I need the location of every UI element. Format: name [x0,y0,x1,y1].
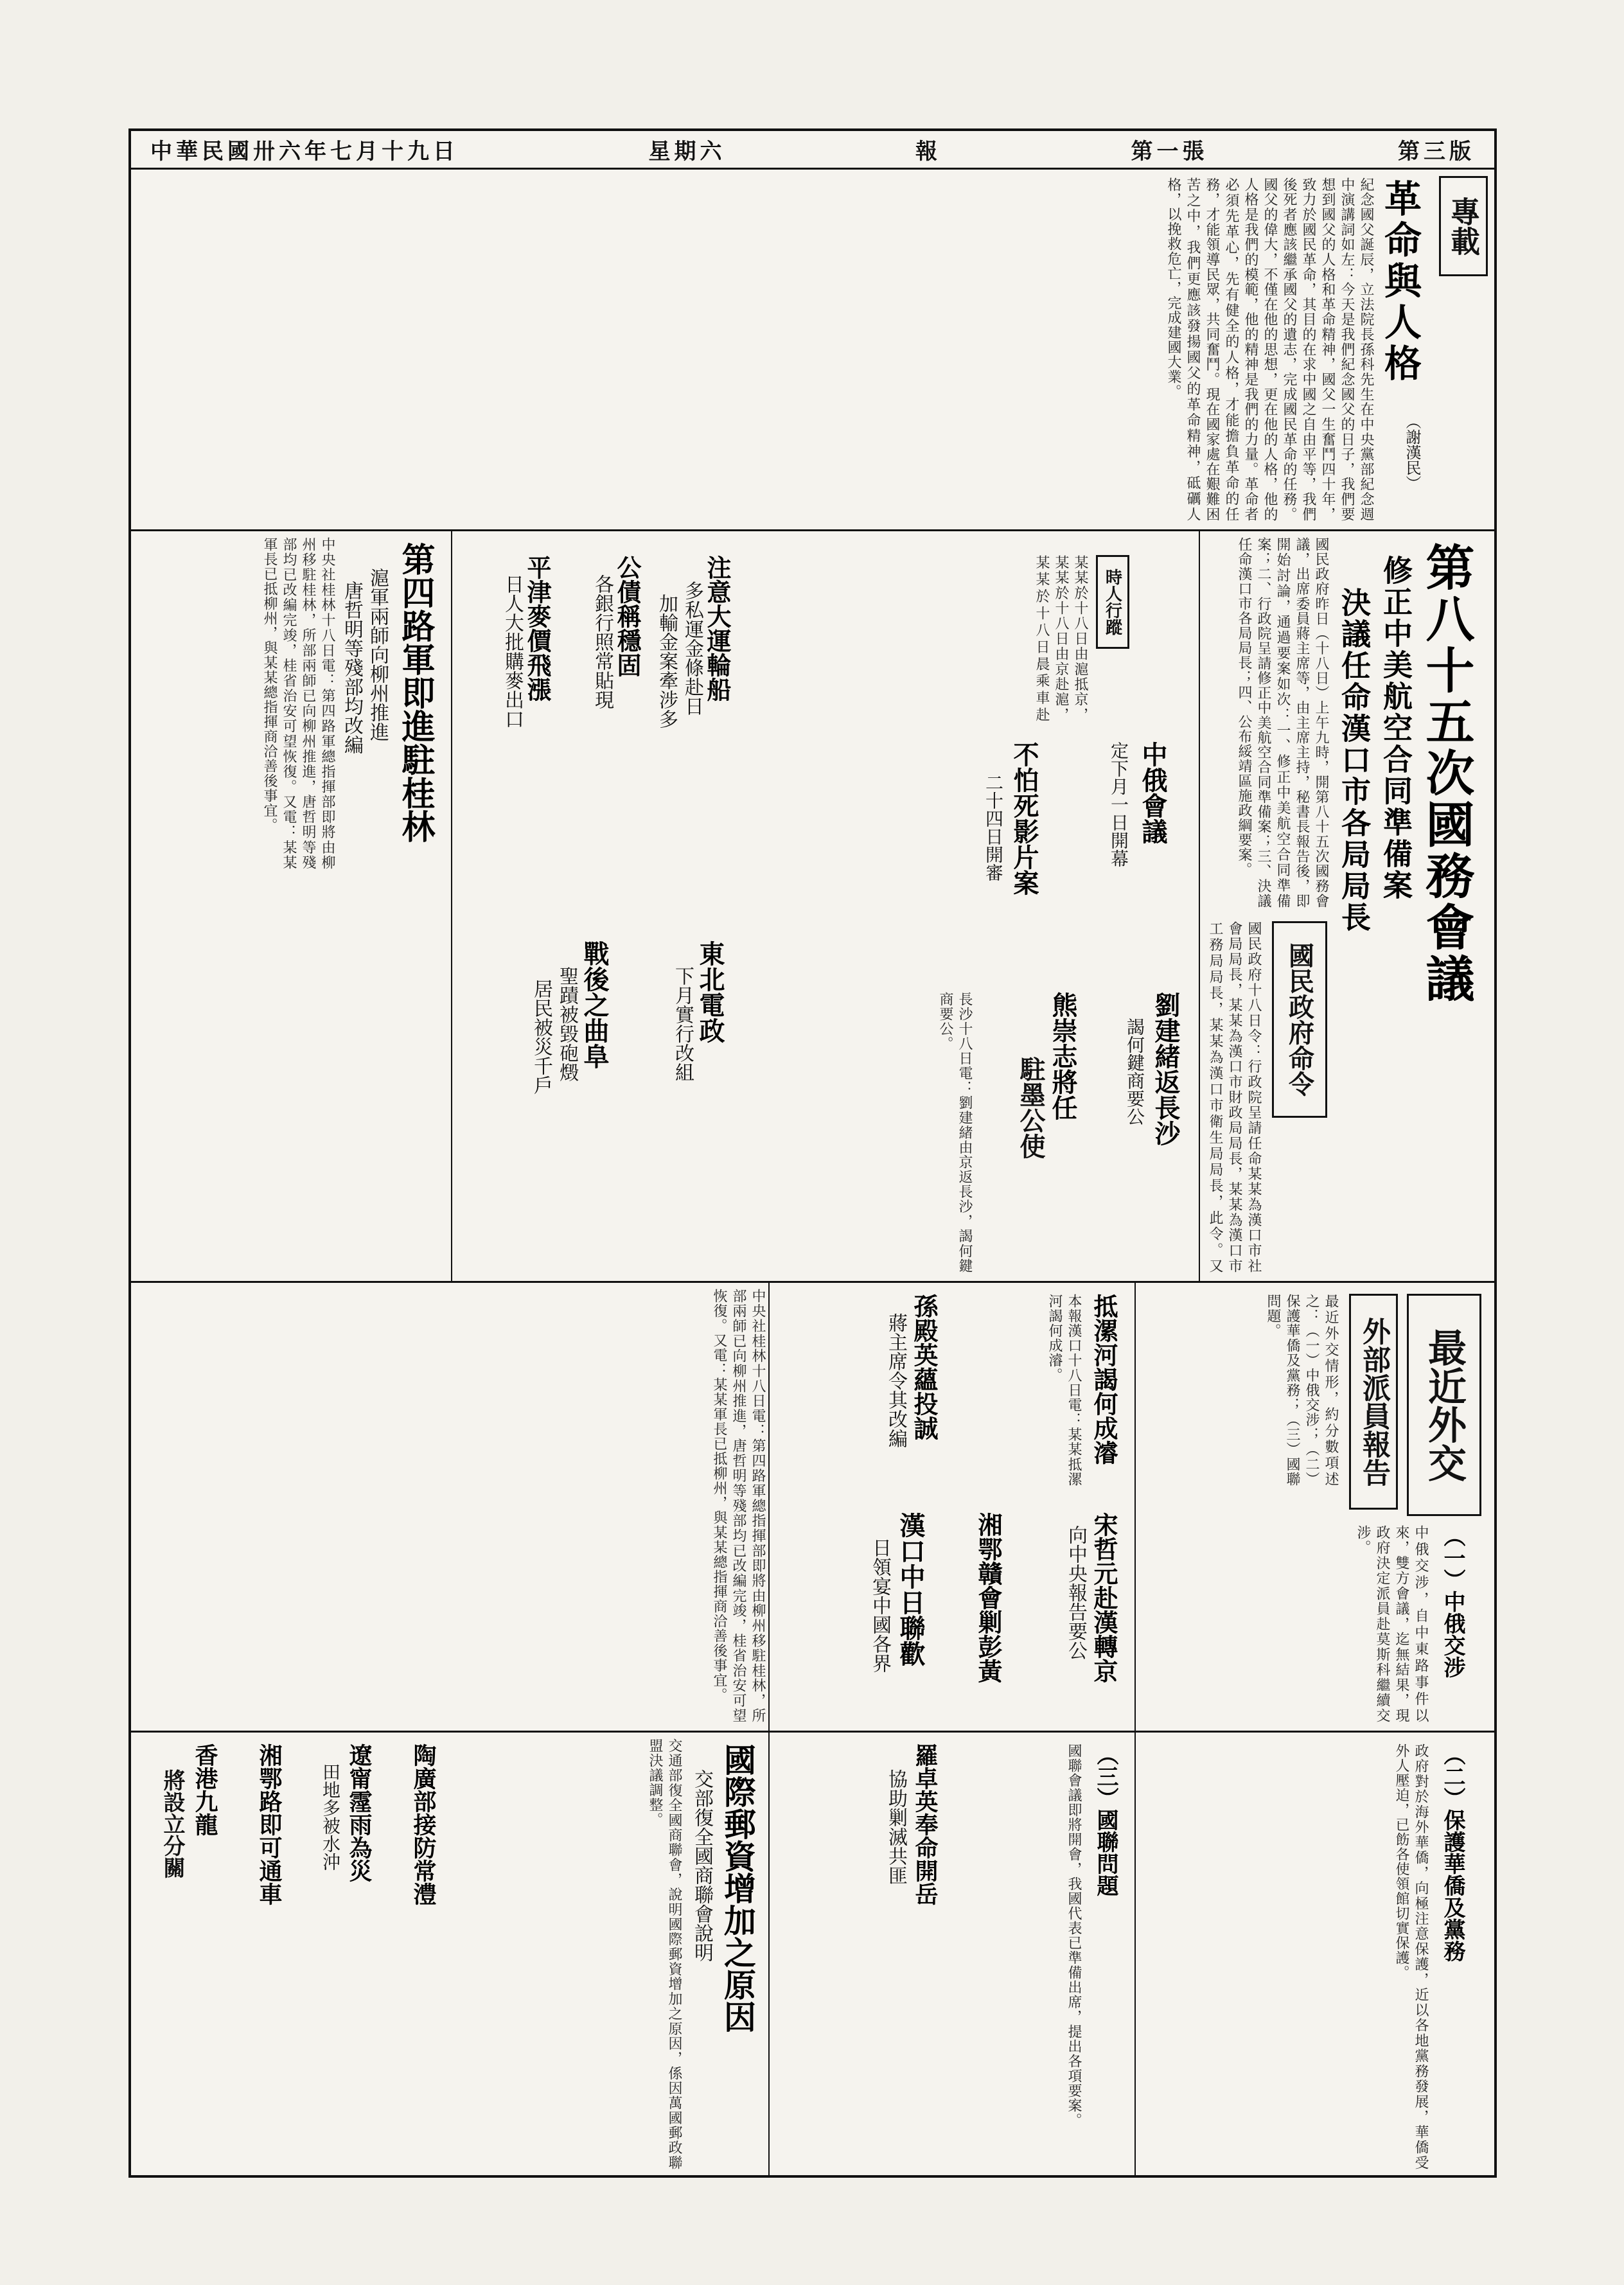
council-title: 第八十五次國務會議 [1418,542,1475,1005]
masthead-date: 中華民國卅六年七月十九日 [150,139,459,164]
diplomacy-body: 最近外交情形，約分數項述之：（一）中俄交涉；（二）保護華僑及黨務；（三）國聯問題。 [1265,1294,1339,1487]
intl-postal-subtitle: 交部復全國商聯會說明 [691,1769,713,1962]
northeast-title: 東北電政 [695,940,725,1043]
masthead-page: 第三版 [1398,139,1475,164]
xiang-e-title: 湘鄂贛會剿彭黃 [974,1512,1003,1683]
secretary-body: 某某於十八日由滬抵京，某某於十八日由京赴滬，某某於十八日晨乘車赴 [1034,555,1088,722]
masthead-weekday: 星期六 [648,139,726,164]
feature-label: 專載 [1439,176,1488,276]
zhushi-subtitle-2: 加輸金案牽涉多 [655,594,678,728]
feature-body: 紀念國父誕辰，立法院長孫科先生在中央黨部紀念週中演講詞如左：今天是我們紀念國父的日子，我們要想到國父的人格和革命精神，國父一生奮鬥四十年，致力於國民革命，其目的在求中國之自由平等，我們後死者應該繼承國父的遺志，完成國民革命的任務。國父的偉大，不僅在他的思想，更在他的人格，他的人格是我們的模範，他的精神是我們的力量。革命者必須先革心，先有健全的人格，才能擔負革命的任務，才能領導民眾，共同奮鬥。現在國家處在艱難困苦之中，我們更應該發揚國父的革命精神，砥礪人格，以挽救危亡，完成建國大業。 [1165,177,1374,522]
middle-news-4 [768,1731,1134,2178]
foreign-envoy-title: 外部派員報告 [1349,1294,1398,1510]
misc-news-column [452,529,741,1281]
intl-postal-body: 交通部復全國商聯會，說明國際郵資增加之原因，係因萬國郵政聯盟決議調整。 [647,1738,682,2170]
gaoyang-title: 抵漯河謁何成濬 [1090,1294,1118,1465]
diplo-1-body: 中俄交涉，自中東路事件以來，雙方會議，迄無結果，現政府決定派員赴莫斯科繼續交涉。 [1355,1525,1429,1723]
postwar-subtitle: 聖蹟被毀砲燬 [556,966,578,1082]
left-news-4 [131,1731,773,2178]
film-title: 不怕死影片案 [1009,741,1039,895]
northeast-subtitle: 下月實行改組 [671,966,694,1082]
diplomacy-title: 最近外交 [1407,1294,1481,1516]
diplo-2-body: 政府對於海外華僑，向極注意保護，近以各地黨務發展，華僑受外人壓迫，已飭各使領館切實保護。 [1393,1743,1429,2170]
diplo-2-title: （二）保護華僑及黨務 [1440,1743,1465,1962]
public-debt-title: 公債稱穩固 [613,555,642,677]
sino-russia-subtitle: 定下月一日開幕 [1108,741,1129,867]
zhushi-subtitle: 多私運金條赴日 [681,581,703,716]
film-subtitle: 二十四日開審 [983,773,1004,881]
hankou-subtitle: 日領宴中國各界 [869,1538,891,1673]
song-subtitle: 向中央報告要公 [1064,1525,1087,1660]
jiang-title: 孫殿英蘊投誠 [910,1294,939,1440]
gov-order-body: 國民政府十八日令：行政院呈請任命某某為漢口市社會局局長，某某為漢口市財政局局長，某某為漢口市工務局局長，某某為漢口市衛生局局長，此令。又 [1207,921,1262,1273]
liu-subtitle: 謁何鍵商要公 [1124,1018,1145,1125]
liu-title: 劉建緒返長沙 [1151,992,1181,1146]
fourth-army-subtitle-2: 唐哲明等殘部均改編 [340,581,363,754]
left-news-3 [131,1281,773,1731]
song-title: 宋哲元赴漢轉京 [1090,1512,1118,1683]
diplo-3-title: （三）國聯問題 [1093,1743,1118,1896]
fourth-army-subtitle: 滬軍兩師向柳州推進 [366,568,389,741]
postwar-subtitle-2: 居民被災千戶 [530,979,552,1095]
luo-subtitle: 協助剿滅共匪 [885,1769,907,1885]
xiong-subtitle: 駐墨公使 [1016,1056,1046,1159]
fourth-army-body-cont: 中央社桂林十八日電：第四路軍總指揮部即將由柳州移駐桂林，所部兩師已向柳州推進，唐哲明等殘部均已改編完竣，桂省治安可望恢復。又電：某某軍長已抵柳州，與某某總指揮商洽善後事宜。 [711,1289,766,1723]
intl-postal-title: 國際郵資增加之原因 [719,1743,757,2033]
hongkong-subtitle: 將設立分關 [159,1769,185,1878]
pingjin-title: 平津麥價飛漲 [523,555,552,701]
luo-title: 羅卓英奉命開岳 [912,1743,939,1905]
feature-band [131,170,1494,531]
masthead-paper: 報 [915,139,941,164]
gaoyang-body: 本報漢口十八日電：某某抵漯河謁何成濬。 [1046,1294,1082,1487]
middle-news-3 [768,1281,1134,1731]
liu-body: 長沙十八日電：劉建緒由京返長沙，謁何鍵商要公。 [937,992,973,1273]
zhushi-title: 注意大運輪船 [703,555,732,701]
news-band-2 [131,529,1494,1283]
liaoning-subtitle: 田地多被水沖 [320,1763,341,1871]
gov-order-title: 國民政府命令 [1272,921,1327,1118]
council-subtitle-2: 決議任命漢口市各局局長 [1337,587,1372,933]
council-section [736,529,1494,1281]
xiong-title: 熊崇志將任 [1048,992,1078,1120]
left-news-column [131,529,452,1281]
diplomacy-cont [1134,1731,1494,2178]
feature-byline: （謝漢民） [1403,414,1421,491]
pingjin-subtitle: 日人大批購麥出口 [501,574,524,728]
sino-russia-title: 中俄會議 [1138,741,1168,844]
postwar-title: 戰後之曲阜 [579,940,610,1069]
fourth-army-title: 第四路軍即進駐桂林 [396,542,435,843]
jiang-subtitle: 蔣主席令其改編 [885,1313,907,1448]
masthead-section: 第一張 [1131,139,1208,164]
feature-title: 革命與人格 [1378,179,1422,385]
liaoning-title: 遼甯霪雨為災 [346,1743,373,1882]
masthead [131,131,1494,170]
tao-title: 陶廣部接防常澧 [410,1743,437,1905]
diplo-1-title: （一）中俄交涉 [1440,1525,1465,1678]
fourth-army-body: 中央社桂林十八日電：第四路軍總指揮部即將由柳州移駐桂林，所部兩師已向柳州推進，唐哲明等殘部均已改編完竣，桂省治安可望恢復。又電：某某軍長已抵柳州，與某某總指揮商洽善後事宜。 [261,537,335,870]
newspaper-page [128,128,1497,2178]
hongkong-title: 香港九龍 [191,1743,218,1836]
secretary-title: 時人行蹤 [1096,555,1129,649]
hankou-title: 漢口中日聯歡 [896,1512,926,1666]
diplomacy-section [1134,1281,1494,1731]
council-body: 國民政府昨日（十八日）上午九時，開第八十五次國務會議，出席委員蔣主席等，由主席主持，秘書長報告後，即開始討論，通過要案如次：一、修正中美航空合同準備案；二、行政院呈請修正中美航空合同準備案；三、決議任命漢口市各局局長；四、公布綏靖區施政綱要案。 [1236,537,1329,908]
public-debt-subtitle: 各銀行照常貼現 [591,574,613,709]
council-subtitle-1: 修正中美航空合同準備案 [1379,555,1413,901]
news-band-3 [131,1281,1494,1733]
news-band-4 [131,1731,1494,2178]
xiang-e-road-title: 湘鄂路即可通車 [256,1743,283,1905]
diplo-3-body: 國聯會議即將開會，我國代表已準備出席，提出各項要案。 [1066,1743,1082,2128]
